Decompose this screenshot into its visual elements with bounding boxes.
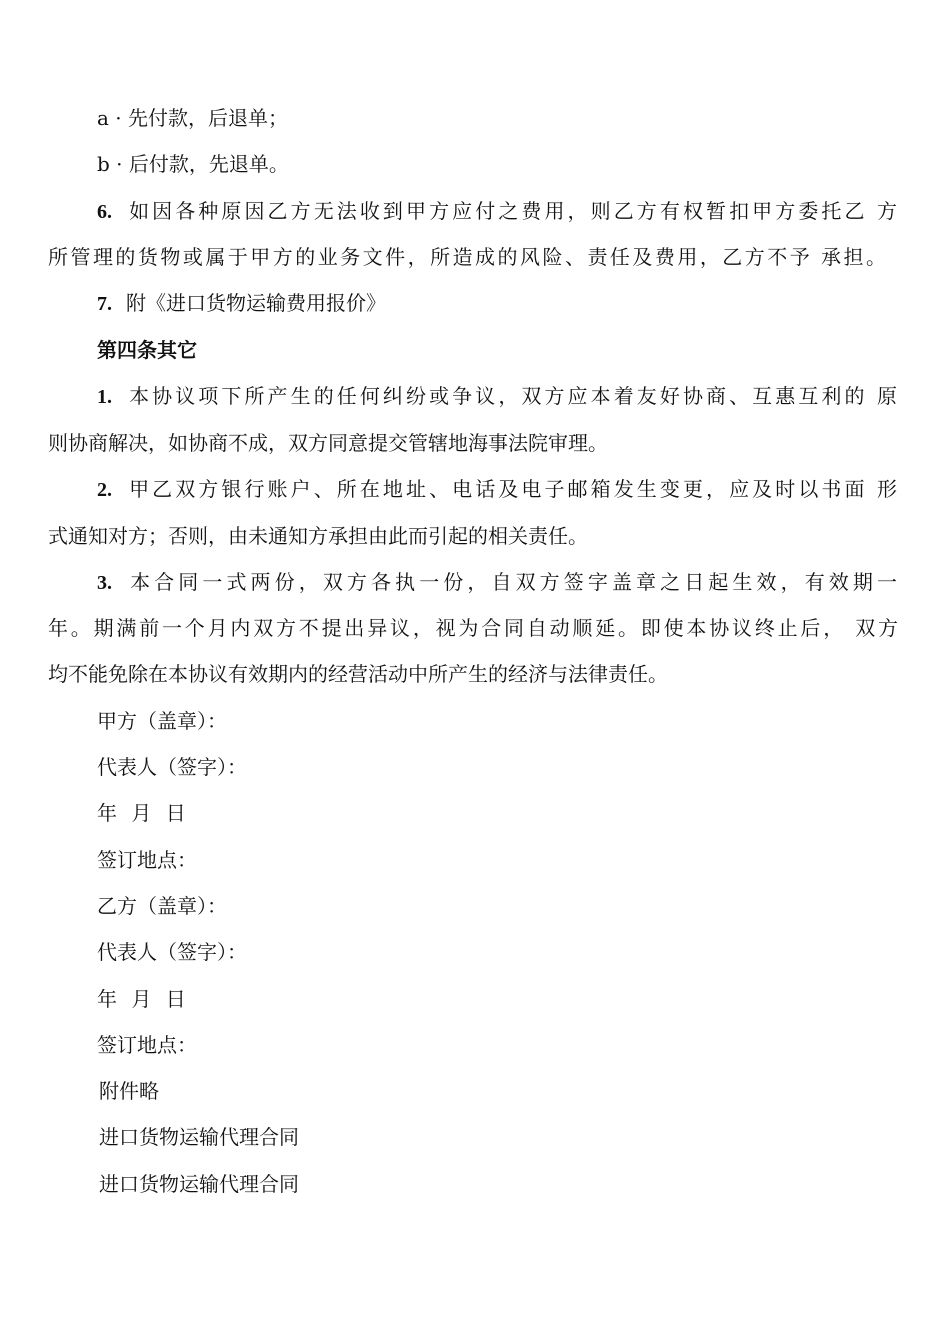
section-4-p3-line-2: 年。期满前一个月内双方不提出异议，视为合同自动顺延。即使本协议终止后， 双方: [48, 616, 898, 640]
party-b-signing-place: 签订地点：: [97, 1033, 197, 1057]
clause-6-line-1: [97, 198, 897, 225]
contract-title-1: 进口货物运输代理合同: [99, 1125, 299, 1149]
section-4-p3-number: 3.: [97, 572, 112, 594]
section-4-p3-text-1: 本合同一式两份，双方各执一份，自双方签字盖章之日起生效，有效期一: [126, 570, 897, 594]
section-4-p2-line-1: [97, 476, 897, 503]
section-4-p3-line-3: 均不能免除在本协议有效期内的经营活动中所产生的经济与法律责任。: [48, 662, 668, 686]
clause-6-text-1: 如因各种原因乙方无法收到甲方应付之费用，则乙方有权暂扣甲方委托乙 方: [126, 199, 897, 223]
clause-7-text: 附《进口货物运输费用报价》: [126, 291, 386, 315]
party-b-date: 年 月 日: [97, 987, 186, 1011]
payment-option-a: a · 先付款，后退单；: [97, 106, 288, 130]
section-4-p2-text-1: 甲乙双方银行账户、所在地址、电话及电子邮箱发生变更，应及时以书面 形: [126, 477, 897, 501]
party-a-date: 年 月 日: [97, 801, 186, 825]
section-4-p1-text-1: 本协议项下所产生的任何纠纷或争议，双方应本着友好协商、互惠互利的 原: [126, 384, 897, 408]
party-a-signing-place: 签订地点：: [97, 848, 197, 872]
section-4-p2-line-2: 式通知对方；否则，由未通知方承担由此而引起的相关责任。: [48, 524, 588, 548]
attachment-note: 附件略: [99, 1079, 159, 1103]
clause-6-line-2: 所管理的货物或属于甲方的业务文件，所造成的风险、责任及费用，乙方不予 承担。: [48, 245, 886, 269]
clause-7-number: 7.: [97, 293, 112, 315]
section-4-p2-number: 2.: [97, 479, 112, 501]
section-4-p3-line-1: [97, 569, 897, 596]
section-4-p1-line-2: 则协商解决，如协商不成，双方同意提交管辖地海事法院审理。: [48, 431, 608, 455]
section-4-p1-line-1: [97, 383, 897, 410]
clause-6-number: 6.: [97, 201, 112, 223]
payment-option-b: b · 后付款，先退单。: [97, 152, 289, 176]
section-4-heading: 第四条其它: [97, 338, 197, 362]
party-a-seal: 甲方（盖章）：: [97, 709, 227, 733]
party-a-representative: 代表人（签字）：: [97, 755, 247, 779]
party-b-representative: 代表人（签字）：: [97, 940, 247, 964]
section-4-p1-number: 1.: [97, 386, 112, 408]
contract-title-2: 进口货物运输代理合同: [99, 1172, 299, 1196]
clause-7: [97, 290, 386, 317]
party-b-seal: 乙方（盖章）：: [97, 894, 227, 918]
